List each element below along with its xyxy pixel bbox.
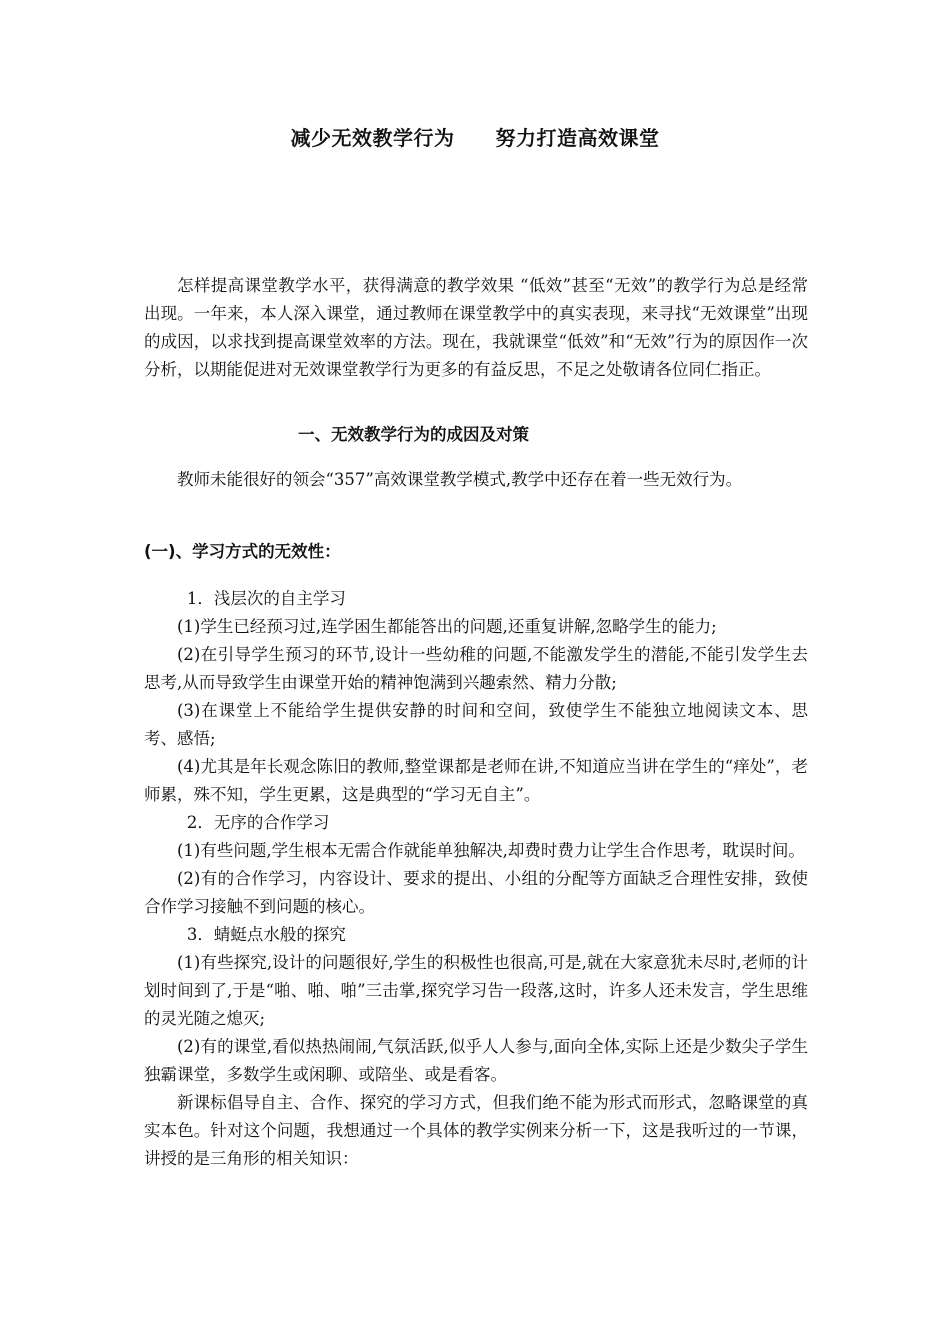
item1-title: 1．浅层次的自主学习 xyxy=(186,589,346,608)
item3-paragraph-1: (1)有些探究,设计的问题很好,学生的积极性也很高,可是,就在大家意犹未尽时,老师的计划时间到了,于是“啪、啪、啪”三击掌,探究学习告一段落,这时，许多人还未发言，学生思维的灵光随之熄灭; xyxy=(144,953,808,1028)
section-intro-paragraph: 教师未能很好的领会“357”高效课堂教学模式,教学中还存在着一些无效行为。 xyxy=(177,470,743,489)
item1-paragraph-1: (1)学生已经预习过,连学困生都能答出的问题,还重复讲解,忽略学生的能力; xyxy=(177,617,717,636)
item1-paragraph-2: (2)在引导学生预习的环节,设计一些幼稚的问题,不能激发学生的潜能,不能引发学生去思考,从而导致学生由课堂开始的精神饱满到兴趣索然、精力分散; xyxy=(144,645,808,692)
section-heading: 一、无效教学行为的成因及对策 xyxy=(298,425,529,444)
item1-paragraph-4: (4)尤其是年长观念陈旧的教师,整堂课都是老师在讲,不知道应当讲在学生的“痒处”，老师累，殊不知，学生更累，这是典型的“学习无自主”。 xyxy=(144,757,808,804)
subsection-heading: (一)、学习方式的无效性： xyxy=(144,542,341,561)
item1-paragraph-3: (3)在课堂上不能给学生提供安静的时间和空间，致使学生不能独立地阅读文本、思考、感悟; xyxy=(144,701,808,748)
closing-paragraph: 新课标倡导自主、合作、探究的学习方式，但我们绝不能为形式而形式，忽略课堂的真实本色。针对这个问题，我想通过一个具体的教学实例来分析一下，这是我听过的一节课，讲授的是三角形的相关知识： xyxy=(144,1093,808,1168)
main-content-block xyxy=(144,585,808,1173)
document-title: 减少无效教学行为 努力打造高效课堂 xyxy=(290,126,660,150)
item3-paragraph-2: (2)有的课堂,看似热热闹闹,气氛活跃,似乎人人参与,面向全体,实际上还是少数尖子学生独霸课堂，多数学生或闲聊、或陪坐、或是看客。 xyxy=(144,1037,808,1084)
item2-paragraph-2: (2)有的合作学习，内容设计、要求的提出、小组的分配等方面缺乏合理性安排，致使合作学习接触不到问题的核心。 xyxy=(144,869,808,916)
intro-block xyxy=(144,272,808,384)
intro-paragraph: 怎样提高课堂教学水平，获得满意的教学效果 “低效”甚至“无效”的教学行为总是经常出现。一年来，本人深入课堂，通过教师在课堂教学中的真实表现，来寻找“无效课堂”出现的成因，以求找到提高课堂效率的方法。现在，我就课堂“低效”和“无效”行为的原因作一次分析，以期能促进对无效课堂教学行为更多的有益反思，不足之处敬请各位同仁指正。 xyxy=(144,276,808,379)
item2-title: 2．无序的合作学习 xyxy=(186,813,330,832)
item3-title: 3．蜻蜓点水般的探究 xyxy=(186,925,346,944)
item2-paragraph-1: (1)有些问题,学生根本无需合作就能单独解决,却费时费力让学生合作思考，耽误时间。 xyxy=(177,841,805,860)
section-intro-block xyxy=(144,466,808,494)
